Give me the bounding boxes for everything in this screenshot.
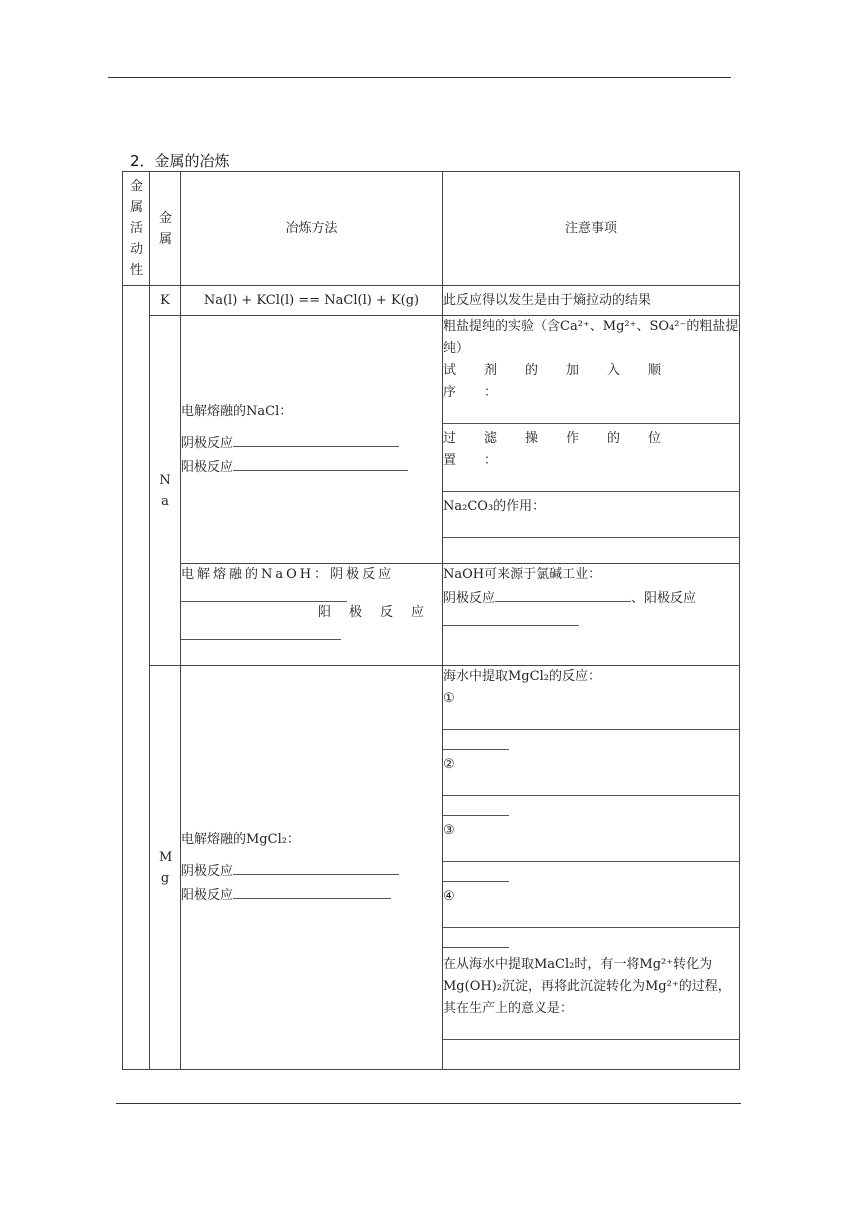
bottom-rule — [116, 1103, 741, 1104]
note-mg: 海水中提取MgCl₂的反应： ① ② ③ ④ 在从海水中提取MaCl₂时，有一将Mg²⁺转化为Mg(OH)₂沉淀，再将此沉淀转化为Mg²⁺的过程，其在生产上的意义是： — [443, 666, 740, 1070]
row-na-2 — [123, 564, 740, 666]
note-na-chloralkali: NaOH可来源于氯碱工业： 阴极反应 、阳极反应 — [443, 564, 740, 666]
method-mg: 电解熔融的MgCl₂： 阴极反应 阳极反应 — [181, 666, 443, 1070]
metal-k: K — [150, 286, 181, 316]
note-na-salt: 粗盐提纯的实验（含Ca²⁺、Mg²⁺、SO₄²⁻的粗盐提纯） 试剂的加入顺序： 过滤操作的位置： Na₂CO₃的作用： — [443, 316, 740, 564]
method-na-nacl: 电解熔融的NaCl： 阴极反应 阳极反应 — [181, 316, 443, 564]
step-3: ③ — [443, 823, 455, 838]
smelting-table — [122, 171, 740, 1070]
section-heading: 2．金属的冶炼 — [130, 152, 230, 170]
row-na-1 — [123, 316, 740, 564]
mg-significance: 在从海水中提取MaCl₂时，有一将Mg²⁺转化为Mg(OH)₂沉淀，再将此沉淀转化为Mg²⁺的过程，其在生产上的意义是： — [443, 957, 731, 1016]
step-1: ① — [443, 691, 455, 706]
top-rule — [108, 77, 731, 78]
metal-na: Na — [150, 316, 181, 666]
row-k — [123, 286, 740, 316]
header-notes: 注意事项 — [443, 172, 740, 286]
row-mg — [123, 666, 740, 1070]
step-2: ② — [443, 757, 455, 772]
header-metal: 金属 — [150, 172, 181, 286]
method-na-naoh: 电解熔融的NaOH：阴极反应 阳极反应 — [181, 564, 443, 666]
note-k: 此反应得以发生是由于熵拉动的结果 — [443, 286, 740, 316]
metal-mg: Mg — [150, 666, 181, 1070]
header-row — [123, 172, 740, 286]
activity-cell — [123, 286, 150, 1070]
header-method: 冶炼方法 — [181, 172, 443, 286]
method-k: Na(l) + KCl(l) == NaCl(l) + K(g) — [181, 286, 443, 316]
header-activity: 金属活动性 — [123, 172, 150, 286]
step-4: ④ — [443, 889, 455, 904]
